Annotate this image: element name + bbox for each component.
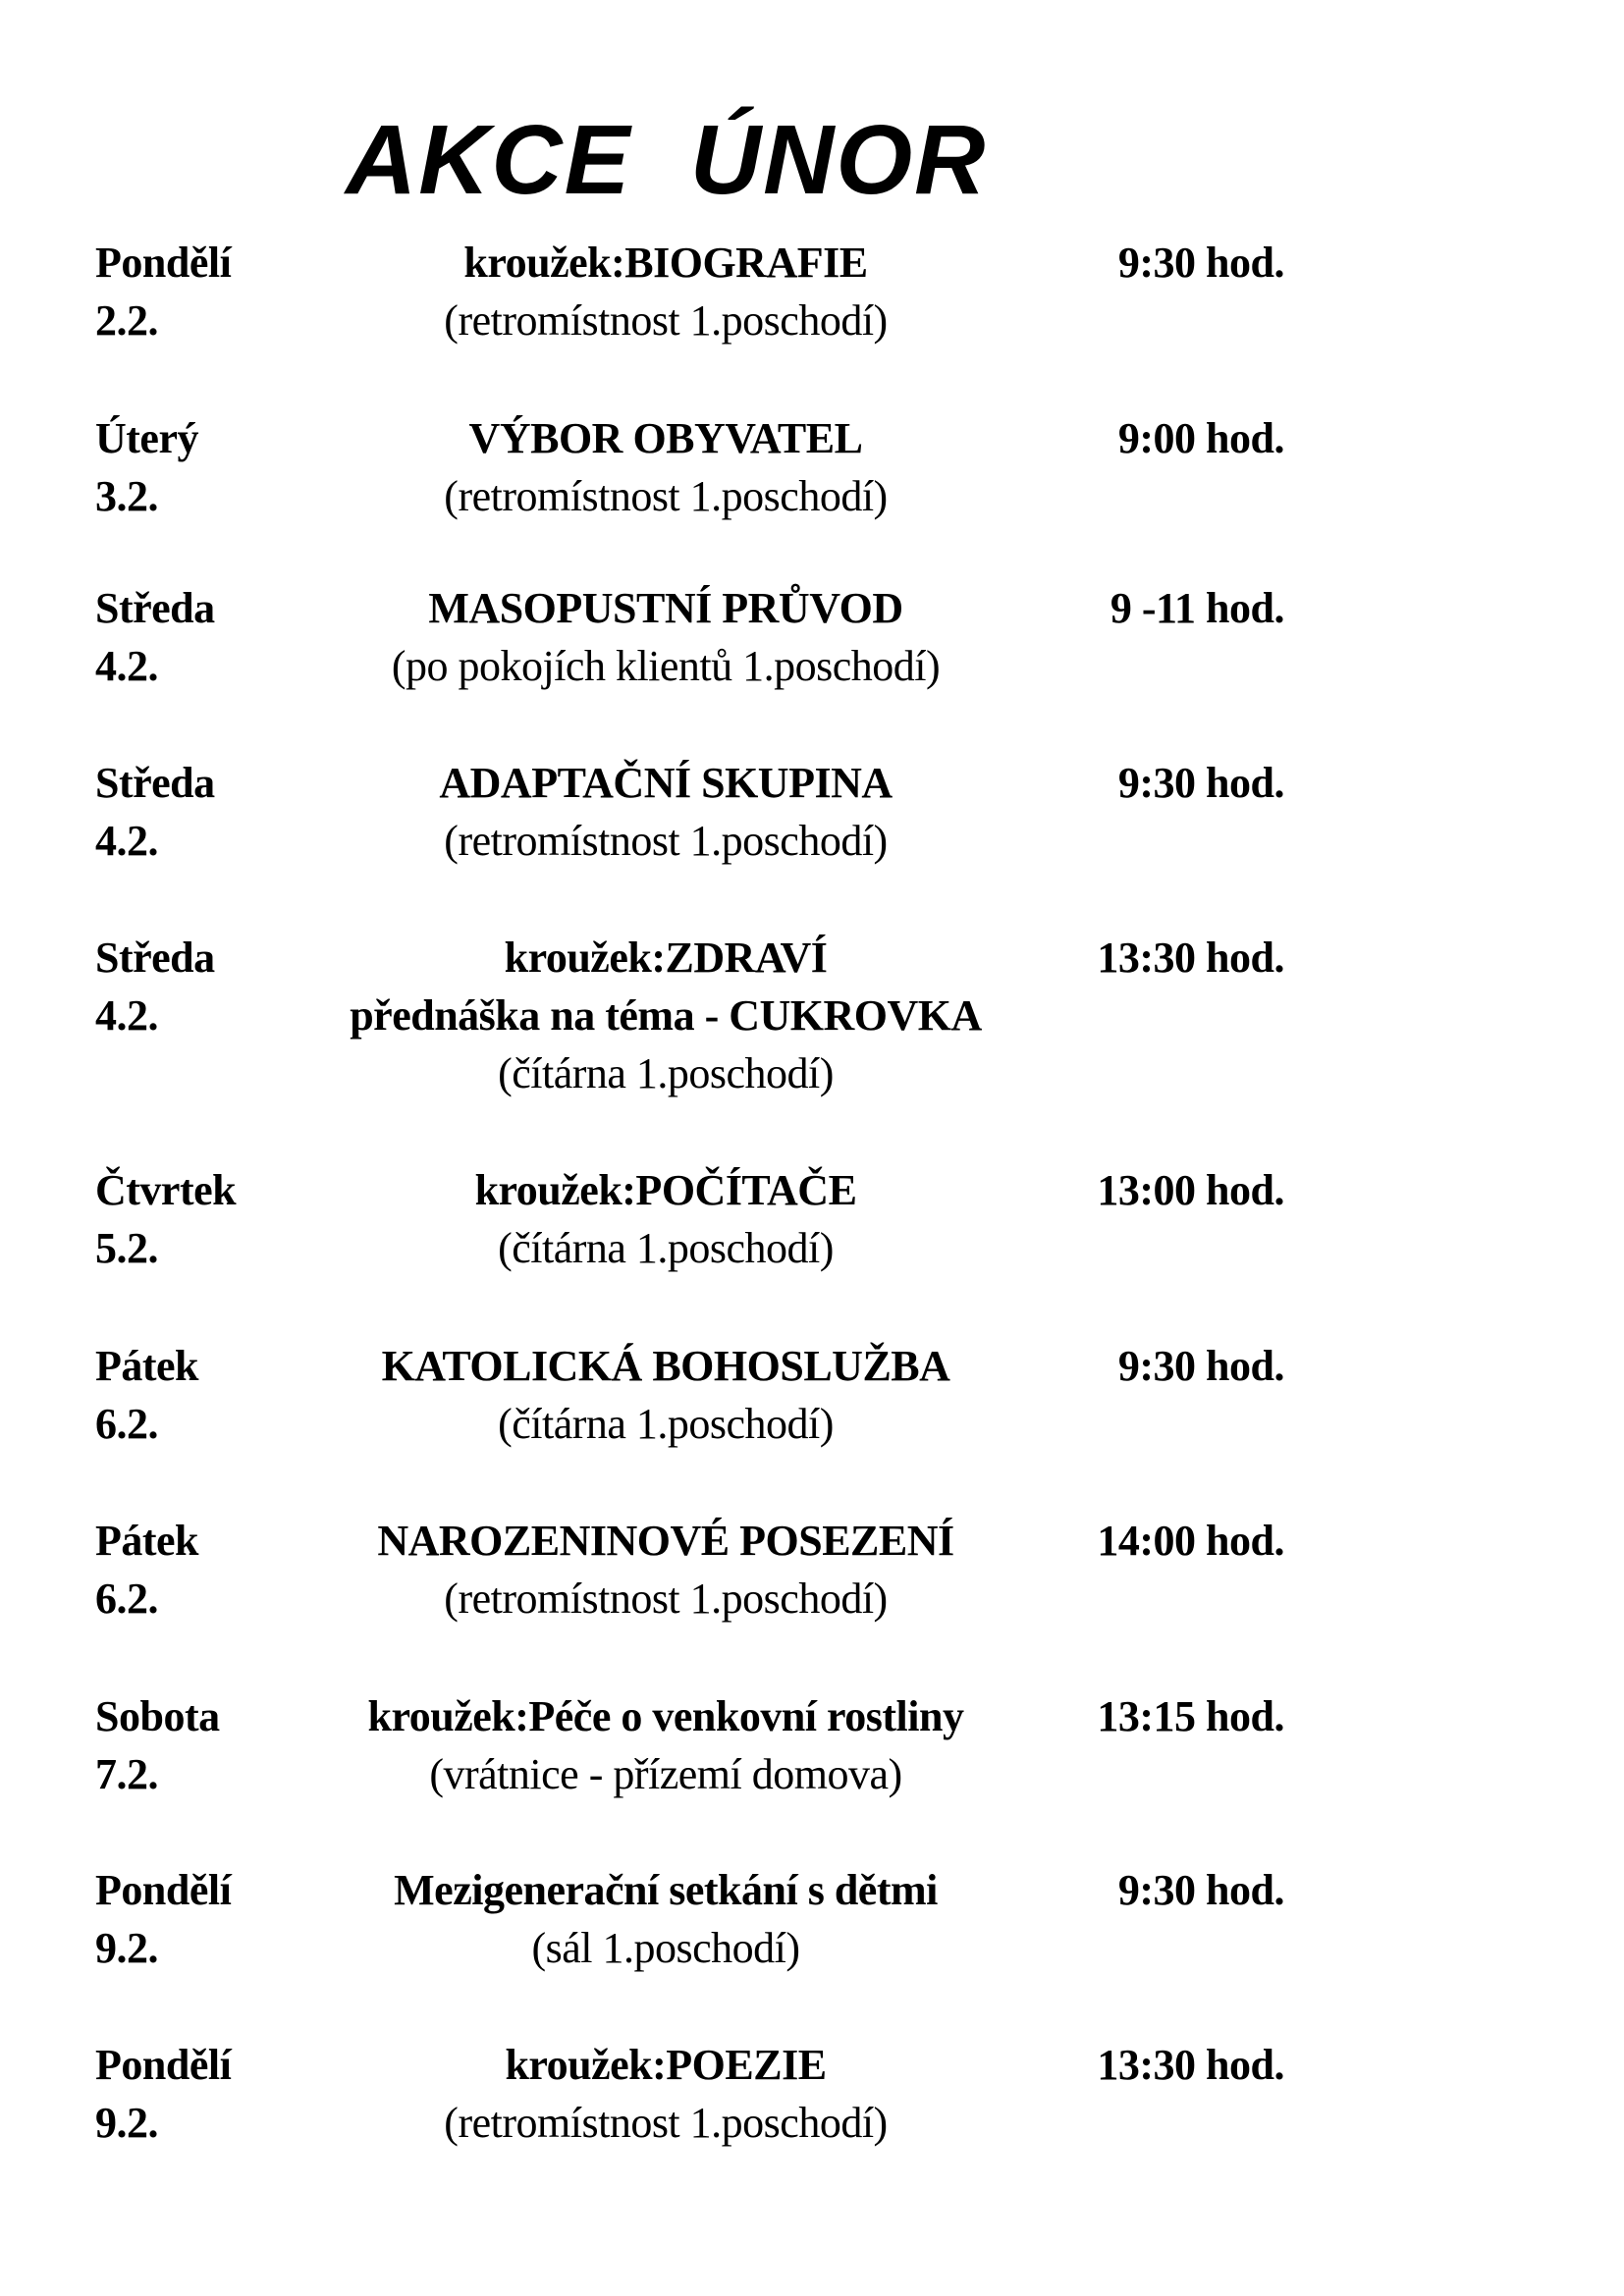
event-title: VÝBOR OBYVATEL [468,414,863,462]
event-title: kroužek:POČÍTAČE [474,1166,857,1214]
event-day: Pátek [95,1342,199,1390]
event-day: Pondělí [95,2041,232,2089]
event-time: 13:30 hod. [1097,2041,1284,2089]
event-time: 9:30 hod. [1117,759,1284,807]
event-location: (vrátnice - přízemí domova) [429,1750,902,1798]
event-title: MASOPUSTNÍ PRŮVOD [428,584,903,632]
event-day: Úterý [95,414,198,462]
event-location: (čítárna 1.poschodí) [498,1224,834,1272]
event-time: 9:00 hod. [1117,414,1284,462]
event-line [0,1337,1624,1395]
event-day: Pátek [95,1517,199,1565]
event-date: 4.2. [95,991,158,1040]
event-line [0,579,1624,637]
event-line [0,2036,1624,2094]
event-title: ADAPTAČNÍ SKUPINA [439,759,893,807]
event-date: 7.2. [95,1750,158,1798]
event-date: 2.2. [95,296,158,345]
event-line [0,292,1624,349]
event-line [0,234,1624,292]
event-location: (retromístnost 1.poschodí) [444,2099,888,2147]
event-time: 9 -11 hod. [1110,584,1284,632]
event-entry [0,1337,1624,1453]
event-entry [0,929,1624,1102]
event-title: NAROZENINOVÉ POSEZENÍ [377,1517,954,1565]
event-line [0,754,1624,812]
event-entry [0,1512,1624,1628]
event-day: Pondělí [95,1866,232,1914]
event-time: 9:30 hod. [1117,239,1284,287]
event-entry [0,1161,1624,1277]
event-line [0,1919,1624,1977]
event-line [0,929,1624,987]
event-title: kroužek:POEZIE [505,2041,827,2089]
event-date: 3.2. [95,472,158,520]
event-location: (čítárna 1.poschodí) [498,1400,834,1448]
event-title: kroužek:Péče o venkovní rostliny [367,1692,964,1740]
page-title: AKCE ÚNOR [346,105,988,215]
event-subtitle: přednáška na téma - CUKROVKA [350,991,982,1040]
event-location: (retromístnost 1.poschodí) [444,472,888,520]
event-title: Mezigenerační setkání s dětmi [394,1866,938,1914]
event-location: (retromístnost 1.poschodí) [444,296,888,345]
event-date: 9.2. [95,1924,158,1972]
event-date: 6.2. [95,1575,158,1623]
event-location: (retromístnost 1.poschodí) [444,1575,888,1623]
event-line [0,1219,1624,1277]
event-entry [0,754,1624,870]
event-time: 14:00 hod. [1097,1517,1284,1565]
event-location: (po pokojích klientů 1.poschodí) [391,642,941,690]
event-date: 6.2. [95,1400,158,1448]
event-title: kroužek:ZDRAVÍ [504,934,828,982]
event-time: 9:30 hod. [1117,1342,1284,1390]
event-time: 13:00 hod. [1097,1166,1284,1214]
event-entry [0,2036,1624,2152]
event-entry [0,234,1624,349]
event-line [0,1687,1624,1745]
event-line [0,1512,1624,1570]
event-date: 9.2. [95,2099,158,2147]
event-location: (retromístnost 1.poschodí) [444,817,888,865]
event-location: (čítárna 1.poschodí) [498,1049,834,1097]
event-line [0,987,1624,1044]
event-line [0,409,1624,467]
event-date: 4.2. [95,817,158,865]
event-day: Pondělí [95,239,232,287]
event-line [0,1570,1624,1628]
event-day: Sobota [95,1692,220,1740]
event-line [0,812,1624,870]
event-line [0,1861,1624,1919]
event-time: 9:30 hod. [1117,1866,1284,1914]
event-date: 4.2. [95,642,158,690]
event-entry [0,579,1624,695]
event-day: Středa [95,759,215,807]
event-day: Čtvrtek [95,1166,237,1214]
event-time: 13:30 hod. [1097,934,1284,982]
event-title: KATOLICKÁ BOHOSLUŽBA [381,1342,950,1390]
event-line [0,467,1624,525]
event-date: 5.2. [95,1224,158,1272]
event-line [0,1745,1624,1803]
event-line [0,1044,1624,1102]
event-location: (sál 1.poschodí) [531,1924,800,1972]
event-entry [0,1861,1624,1977]
event-day: Středa [95,584,215,632]
event-title: kroužek:BIOGRAFIE [463,239,868,287]
event-entry [0,409,1624,525]
event-time: 13:15 hod. [1097,1692,1284,1740]
event-line [0,1161,1624,1219]
event-day: Středa [95,934,215,982]
event-entry [0,1687,1624,1803]
event-line [0,637,1624,695]
event-line [0,1395,1624,1453]
event-line [0,2094,1624,2152]
